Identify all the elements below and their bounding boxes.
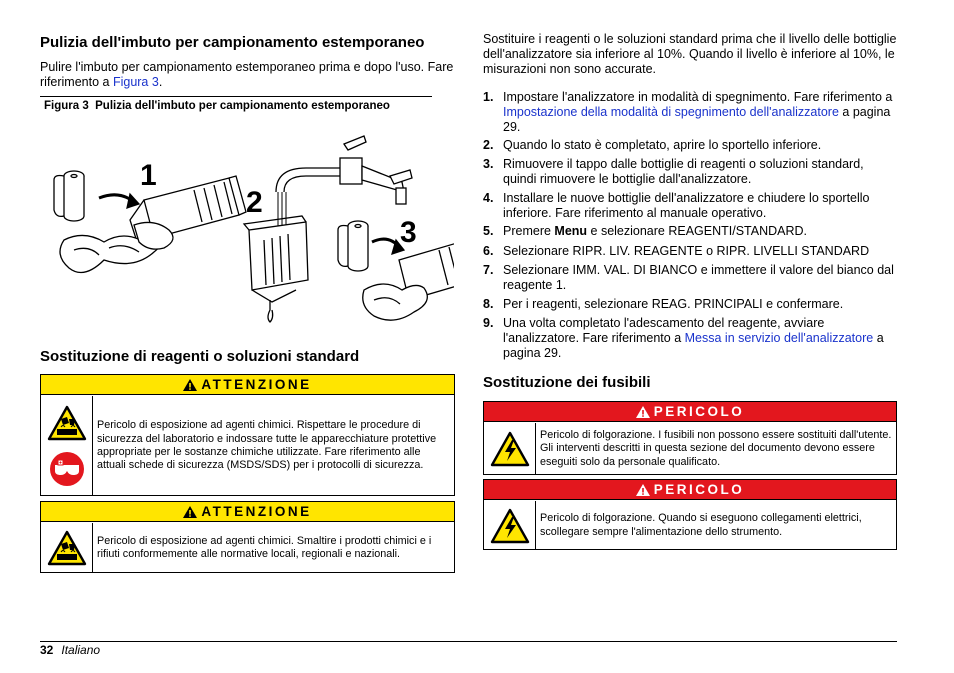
list-item: 3. Rimuovere il tappo dalle bottiglie di reagenti o soluzioni standard, quindi rimuovere le bottiglie dall'analizzatore. [483, 157, 864, 186]
page-number: 32 [40, 643, 54, 657]
figure-caption: Figura 3 Pulizia dell'imbuto per campionamento estemporaneo [44, 100, 390, 112]
figure-3-link[interactable]: Figura 3 [112, 75, 159, 89]
danger-text: Pericolo di folgorazione. Quando si eseguono collegamenti elettrici, scollegare sempre l'alimentazione dello strumento. [540, 512, 862, 538]
section-title-reagents: Sostituzione di reagenti o soluzioni standard [40, 348, 360, 365]
commissioning-link[interactable]: Messa in servizio dell'analizzatore [684, 331, 874, 345]
warning-header: ATTENZIONE [41, 375, 454, 395]
reagents-intro-text: Sostituire i reagenti o le soluzioni standard prima che il livello delle bottiglie dell'analizzatore sia inferiore al 10%. Quando il livello è inferiore al 10%, le misurazioni non sono accurate. [483, 32, 897, 76]
footer-language: Italiano [61, 643, 101, 657]
funnel-icon [244, 216, 308, 322]
warning-text: Pericolo di esposizione ad agenti chimici. Rispettare le procedure di sicurezza del laboratorio e indossare tutte le apparecchiature protettive appropriate per le sostanze chimiche utilizzate. Fare riferimento alle attuali schede di sicurezza (MSDS/SDS) per i protocolli di sicurezza. [97, 419, 437, 472]
electrical-hazard-icon [490, 508, 530, 544]
warning-triangle-icon [183, 379, 197, 391]
list-item: 5. Premere Menu e selezionare REAGENTI/STANDARD. [483, 224, 808, 238]
shutdown-mode-link[interactable]: Impostazione della modalità di spegnimento dell'analizzatore [503, 105, 839, 119]
paper-roll-icon [338, 221, 368, 271]
figure-top-rule [40, 96, 432, 97]
section-title-funnel-cleaning: Pulizia dell'imbuto per campionamento estemporaneo [40, 34, 425, 51]
list-item: 4. Installare le nuove bottiglie dell'analizzatore e chiudere lo sportello inferiore. Fare riferimento al manuale operativo. [483, 191, 870, 220]
chemical-hazard-icon [47, 530, 87, 566]
danger-box-fuses [483, 401, 897, 475]
step-label-3: 3 [400, 216, 417, 249]
page-footer [40, 643, 100, 657]
list-item: 2. Quando lo stato è completato, aprire lo sportello inferiore. [483, 138, 822, 152]
list-item: 7. Selezionare IMM. VAL. DI BIANCO e immettere il valore del bianco dal reagente 1. [483, 263, 894, 292]
list-item: 6. Selezionare RIPR. LIV. REAGENTE o RIPR. LIVELLI STANDARD [483, 244, 870, 258]
danger-box-electrical [483, 479, 897, 550]
danger-header: PERICOLO [484, 480, 896, 500]
funnel-cleaning-text: Pulire l'imbuto per campionamento estemporaneo prima e dopo l'uso. Fare riferimento a Figura 3. [40, 60, 454, 89]
list-item: 8. Per i reagenti, selezionare REAG. PRINCIPALI e confermare. [483, 297, 844, 311]
step-label-2: 2 [246, 186, 263, 219]
section-title-fuses: Sostituzione dei fusibili [483, 374, 651, 391]
warning-box-chemical-ppe [40, 374, 455, 496]
warning-triangle-icon [183, 506, 197, 518]
faucet-icon [276, 136, 412, 204]
list-item: 9. Una volta completato l'adescamento del reagente, avviare l'analizzatore. Fare riferimento a Messa in servizio dell'analizzatore a pagina 29. [483, 316, 884, 360]
warning-triangle-icon [636, 484, 650, 496]
figure-3-illustration [44, 130, 454, 330]
chemical-hazard-icon [47, 405, 87, 441]
cloth-icon [363, 284, 428, 320]
footer-rule [40, 641, 897, 642]
warning-header: ATTENZIONE [41, 502, 454, 522]
warning-box-chemical-disposal [40, 501, 455, 573]
electrical-hazard-icon [490, 431, 530, 467]
list-item: 1. Impostare l'analizzatore in modalità di spegnimento. Fare riferimento a Impostazione della modalità di spegnimento dell'analizzatore a pagina 29. [483, 90, 893, 134]
paper-roll-icon [54, 171, 84, 221]
danger-header: PERICOLO [484, 402, 896, 422]
safety-glasses-icon [49, 451, 85, 487]
step-label-1: 1 [140, 159, 157, 192]
warning-triangle-icon [636, 406, 650, 418]
warning-text: Pericolo di esposizione ad agenti chimici. Smaltire i prodotti chimici e i rifiuti conformemente alle normative locali, regionali e nazionali. [97, 534, 432, 560]
danger-text: Pericolo di folgorazione. I fusibili non possono essere sostituiti dall'utente. Gli interventi descritti in questa sezione del documento devono essere eseguiti solo da personale qualificato. [540, 428, 892, 468]
